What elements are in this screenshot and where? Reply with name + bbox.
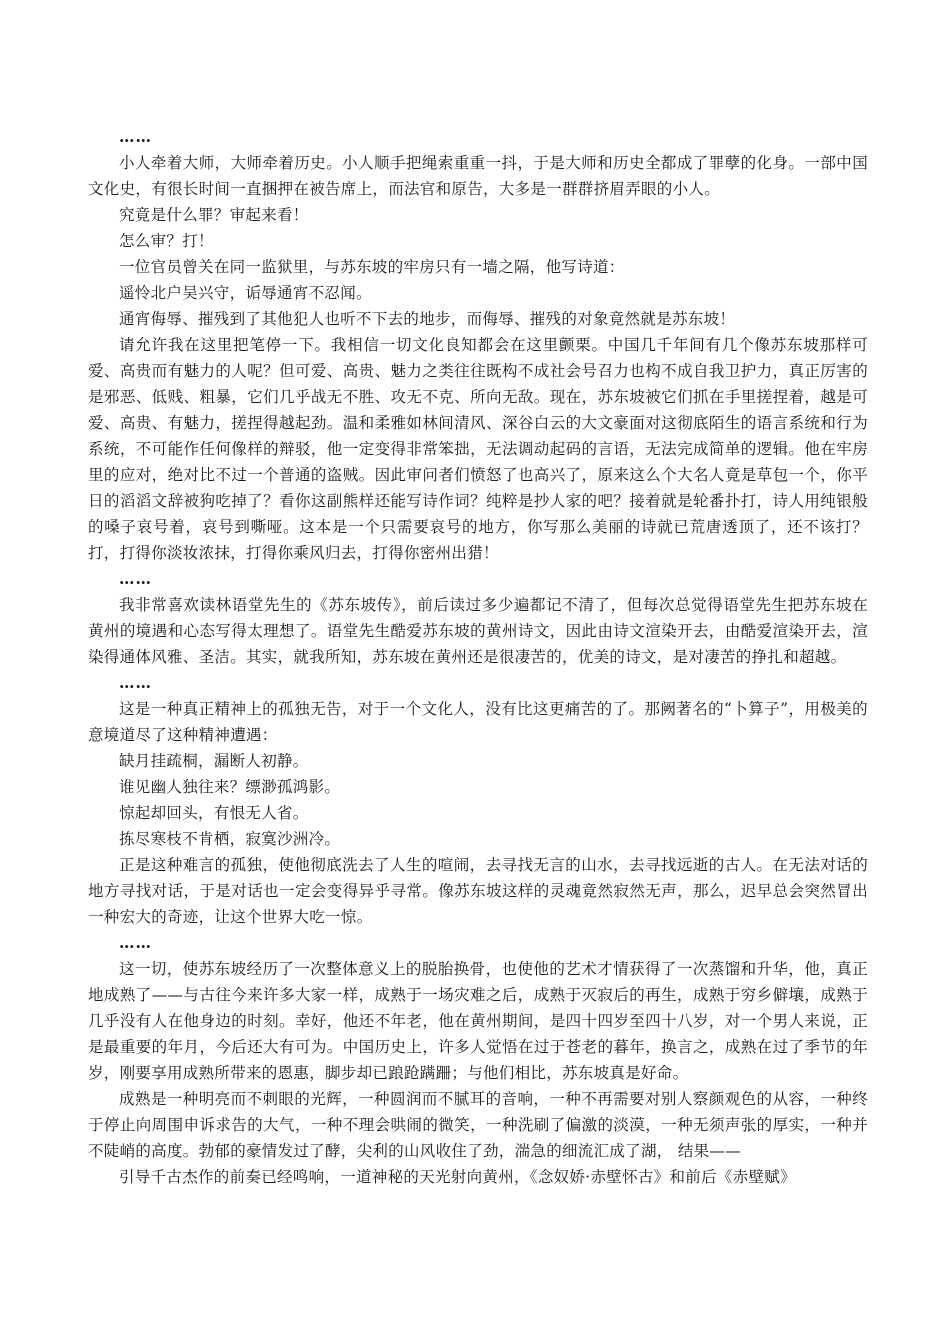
- paragraph: 成熟是一种明亮而不刺眼的光辉，一种圆润而不腻耳的音响，一种不再需要对别人察颜观色的从容，一种终于停止向周围申诉求告的大气，一种不理会哄闹的微笑，一种洗刷了偏激的淡漠，一种无须声张的厚实，一种并不陡峭的高度。勃郁的豪情发过了酵，尖利的山风收住了劲，湍急的细流汇成了湖， 结果——: [88, 1090, 868, 1160]
- poem-line: 谁见幽人独往来？缥渺孤鸿影。: [119, 778, 341, 796]
- paragraph: 这一切，使苏东坡经历了一次整体意义上的脱胎换骨，也使他的艺术才情获得了一次蒸馏和升华，他，真正地成熟了——与古往今来许多大家一样，成熟于一场灾难之后，成熟于灭寂后的再生，成熟于穷乡僻壤，成熟于几乎没有人在他身边的时刻。幸好，他还不年老，他在黄州期间，是四十四岁至四十八岁，对一个男人来说，正是最重要的年月，今后还大有可为。中国历史上，许多人觉悟在过于苍老的暮年，换言之，成熟在过了季节的年岁，刚要享用成熟所带来的恩惠，脚步却已踉跄蹒跚；与他们相比，苏东坡真是好命。: [88, 960, 868, 1082]
- poem-line: 缺月挂疏桐，漏断人初静。: [119, 752, 309, 770]
- paragraph: 我非常喜欢读林语堂先生的《苏东坡传》，前后读过多少遍都记不清了，但每次总觉得语堂先生把苏东坡在黄州的境遇和心态写得太理想了。语堂先生酷爱苏东坡的黄州诗文，因此由诗文渲染开去，由酷爱渲染开去，渲染得通体风雅、圣洁。其实，就我所知，苏东坡在黄州还是很凄苦的，优美的诗文，是对凄苦的挣扎和超越。: [88, 596, 868, 666]
- ellipsis-separator: ……: [119, 569, 152, 588]
- poem-line: 惊起却回头，有恨无人省。: [119, 804, 309, 822]
- ellipsis-separator: ……: [119, 933, 152, 952]
- paragraph: 怎么审？打！: [119, 232, 214, 250]
- paragraph: 正是这种难言的孤独，使他彻底洗去了人生的喧闹，去寻找无言的山水，去寻找远逝的古人。在无法对话的地方寻找对话，于是对话也一定会变得异乎寻常。像苏东坡这样的灵魂竟然寂然无声，那么，迟早总会突然冒出一种宏大的奇迹，让这个世界大吃一惊。: [88, 856, 868, 926]
- paragraph: 小人牵着大师，大师牵着历史。小人顺手把绳索重重一抖，于是大师和历史全都成了罪孽的化身。一部中国文化史，有很长时间一直捆押在被告席上，而法官和原告，大多是一群群挤眉弄眼的小人。: [88, 154, 868, 198]
- poem-line: 拣尽寒枝不肯栖，寂寞沙洲冷。: [119, 830, 341, 848]
- paragraph: 引导千古杰作的前奏已经鸣响，一道神秘的天光射向黄州，《念奴娇·赤壁怀古》和前后《赤壁赋》: [119, 1168, 796, 1186]
- paragraph: 通宵侮辱、摧残到了其他犯人也听不下去的地步，而侮辱、摧残的对象竟然就是苏东坡！: [119, 310, 736, 328]
- paragraph: 究竟是什么罪？审起来看！: [119, 206, 309, 224]
- paragraph: 一位官员曾关在同一监狱里，与苏东坡的牢房只有一墙之隔，他写诗道：: [119, 258, 625, 276]
- paragraph: 请允许我在这里把笔停一下。我相信一切文化良知都会在这里颤栗。中国几千年间有几个像苏东坡那样可爱、高贵而有魅力的人呢？但可爱、高贵、魅力之类往往既构不成社会号召力也构不成自我卫护力，真正厉害的是邪恶、低贱、粗暴，它们几乎战无不胜、攻无不克、所向无敌。现在，苏东坡被它们抓在手里搓捏着，越是可爱、高贵、有魅力，搓捏得越起劲。温和柔雅如林间清风、深谷白云的大文豪面对这彻底陌生的语言系统和行为系统，不可能作任何像样的辩驳，他一定变得非常笨拙，无法调动起码的言语，无法完成简单的逻辑。他在牢房里的应对，绝对比不过一个普通的盗贼。因此审问者们愤怒了也高兴了，原来这么个大名人竟是草包一个，你平日的滔滔文辞被狗吃掉了？看你这副熊样还能写诗作词？纯粹是抄人家的吧？接着就是轮番扑打，诗人用纯银般的嗓子哀号着，哀号到嘶哑。这本是一个只需要哀号的地方，你写那么美丽的诗就已荒唐透顶了，还不该打？打，打得你淡妆浓抹，打得你乘风归去，打得你密州出猎！: [88, 336, 868, 562]
- ellipsis-separator: ……: [119, 673, 152, 692]
- ellipsis-separator: ……: [119, 127, 152, 146]
- paragraph: 这是一种真正精神上的孤独无告，对于一个文化人，没有比这更痛苦的了。那阙著名的“卜算子”，用极美的意境道尽了这种精神遭遇：: [88, 700, 868, 744]
- document-body: [88, 124, 868, 1190]
- poem-line: 遥怜北户吴兴守，诟辱通宵不忍闻。: [119, 284, 372, 302]
